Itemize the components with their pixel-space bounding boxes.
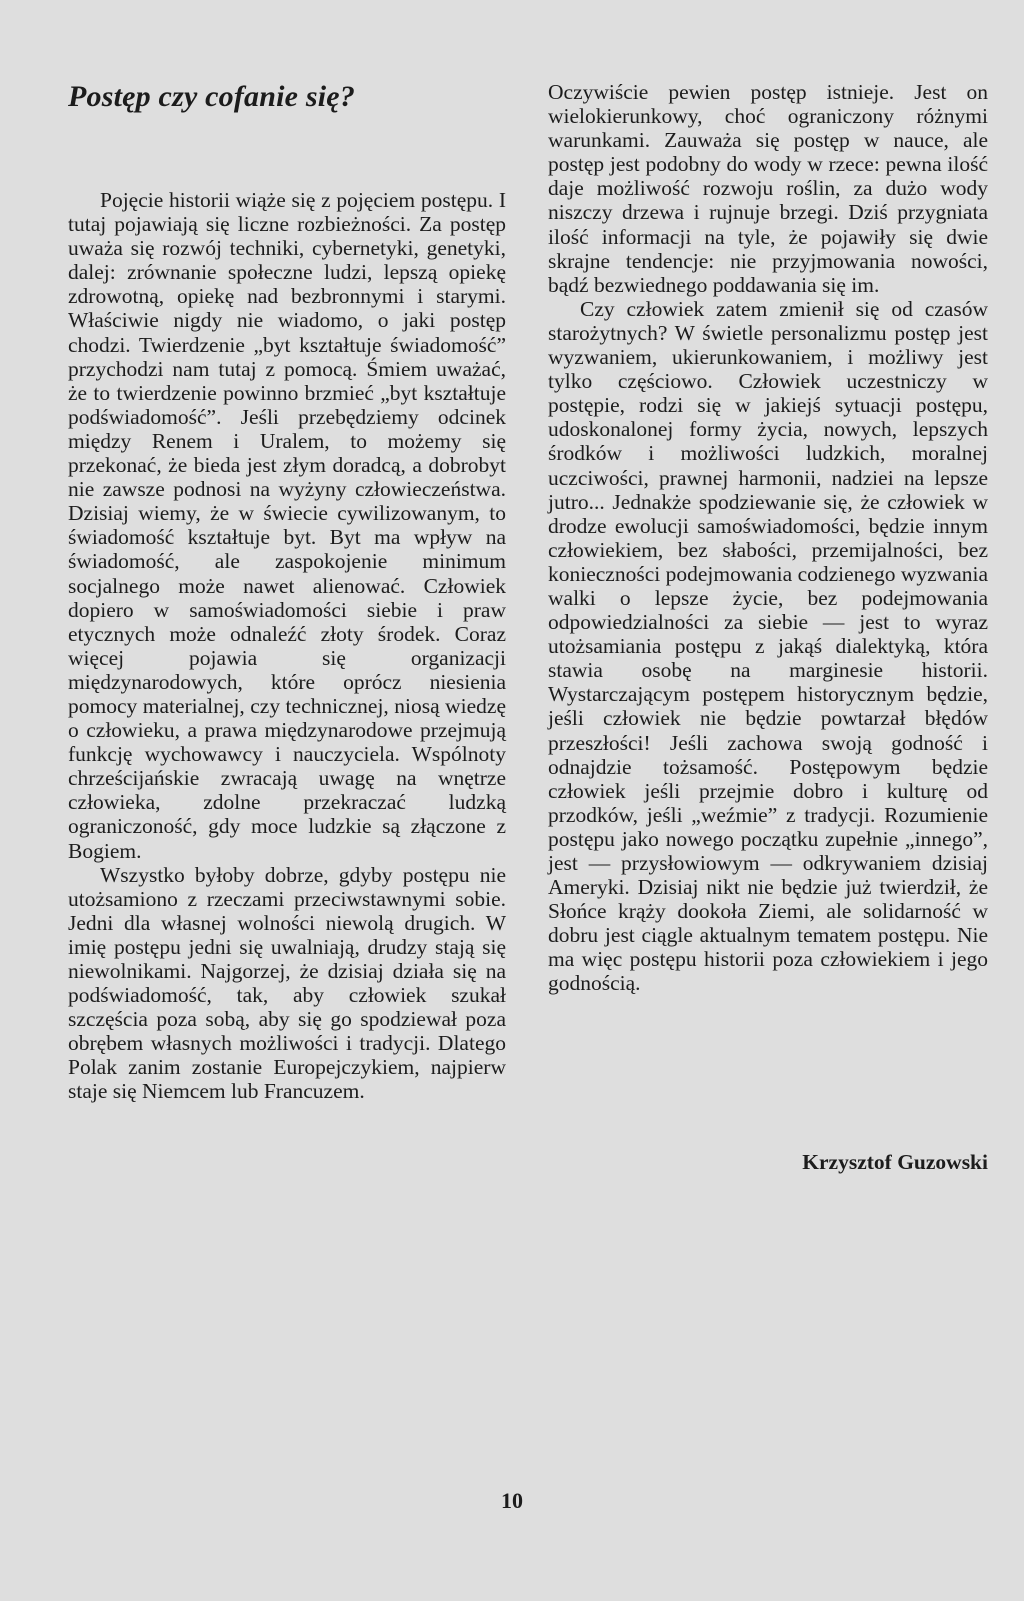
right-column [548, 80, 988, 996]
paragraph: Oczywiście pewien postęp istnieje. Jest on wielokierunkowy, choć ograniczony różnymi warunkami. Zauważa się postęp w nauce, ale postęp jest podobny do wody w rzece: pewna ilość daje możliwość rozwoju roślin, za dużo wody niszczy drzewa i rujnuje brzegi. Dziś przygniata ilość informacji na tyle, że pojawiły się dwie skrajne tendencje: nie przyjmowania nowości, bądź bezwiednego poddawania się im. [548, 80, 988, 297]
paragraph: Czy człowiek zatem zmienił się od czasów starożytnych? W świetle personalizmu postęp jest wyzwaniem, ukierunkowaniem, i możliwy jest tylko częściowo. Człowiek uczestniczy w postępie, rodzi się w jakiejś sytuacji postępu, udoskonalonej formy życia, nowych, lepszych środków i możliwości ludzkich, moralnej uczciwości, prawnej harmonii, nadziei na lepsze jutro... Jednakże spodziewanie się, że człowiek w drodze ewolucji samoświadomości, będzie innym człowiekiem, bez słabości, przemijalności, bez konieczności podejmowania codzienego wyzwania walki o lepsze życie, bez podejmowania odpowiedzialności za siebie — jest to wyraz utożsamiania postępu z jakąś dialektyką, która stawia osobę na marginesie historii. Wystarczającym postępem historycznym będzie, jeśli człowiek nie będzie powtarzał błędów przeszłości! Jeśli zachowa swoją godność i odnajdzie tożsamość. Postępowym będzie człowiek jeśli przejmie dobro i kulturę od przodków, jeśli „weźmie” z tradycji. Rozumienie postępu jako nowego początku zupełnie „innego”, jest — przysłowiowym — odkrywaniem dzisiaj Ameryki. Dzisiaj nikt nie będzie już twierdził, że Słońce krąży dookoła Ziemi, ale solidarność w dobru jest ciągle aktualnym tematem postępu. Nie ma więc postępu historii poza człowiekiem i jego godnością. [548, 296, 988, 996]
paragraph: Pojęcie historii wiąże się z pojęciem postępu. I tutaj pojawiają się liczne rozbieżności. Za postęp uważa się rozwój techniki, cybernetyki, genetyki, dalej: zrównanie społeczne ludzi, lepszą opiekę zdrowotną, opiekę nad bezbronnymi i starymi. Właściwie nigdy nie wiadomo, o jaki postęp chodzi. Twierdzenie „byt kształtuje świadomość” przychodzi nam tutaj z pomocą. Śmiem uważać, że to twierdzenie powinno brzmieć „byt kształtuje podświadomość”. Jeśli przebędziemy odcinek między Renem i Uralem, to możemy się przekonać, że bieda jest złym doradcą, a dobrobyt nie zawsze podnosi na wyżyny człowieczeństwa. Dzisiaj wiemy, że w świecie cywilizowanym, to świadomość kształtuje byt. Byt ma wpływ na świadomość, ale zaspokojenie minimum socjalnego może nawet alienować. Człowiek dopiero w samoświadomości siebie i praw etycznych może odnaleźć złoty środek. Coraz więcej pojawia się organizacji międzynarodowych, które oprócz niesienia pomocy materialnej, czy technicznej, niosą wiedzę o człowieku, a prawa międzynarodowe przejmują funkcję wychowawcy i nauczyciela. Wspólnoty chrześcijańskie zwracają uwagę na wnętrze człowieka, zdolne przekraczać ludzką ograniczoność, gdy moce ludzkie są złączone z Bogiem. [68, 188, 506, 863]
article-title: Postęp czy cofanie się? [68, 80, 356, 113]
page-number: 10 [501, 1488, 523, 1513]
left-column [68, 188, 506, 1104]
paragraph: Wszystko byłoby dobrze, gdyby postępu nie utożsamiono z rzeczami przeciwstawnymi sobie. Jedni dla własnej wolności niewolą drugich. W imię postępu jedni się uwalniają, drudzy stają się niewolnikami. Najgorzej, że dzisiaj działa się na podświadomość, tak, aby człowiek szukał szczęścia poza sobą, aby się go spodziewał poza obrębem własnych możliwości i tradycji. Dlatego Polak zanim zostanie Europejczykiem, najpierw staje się Niemcem lub Francuzem. [68, 862, 506, 1104]
author-signature: Krzysztof Guzowski [802, 1150, 988, 1174]
